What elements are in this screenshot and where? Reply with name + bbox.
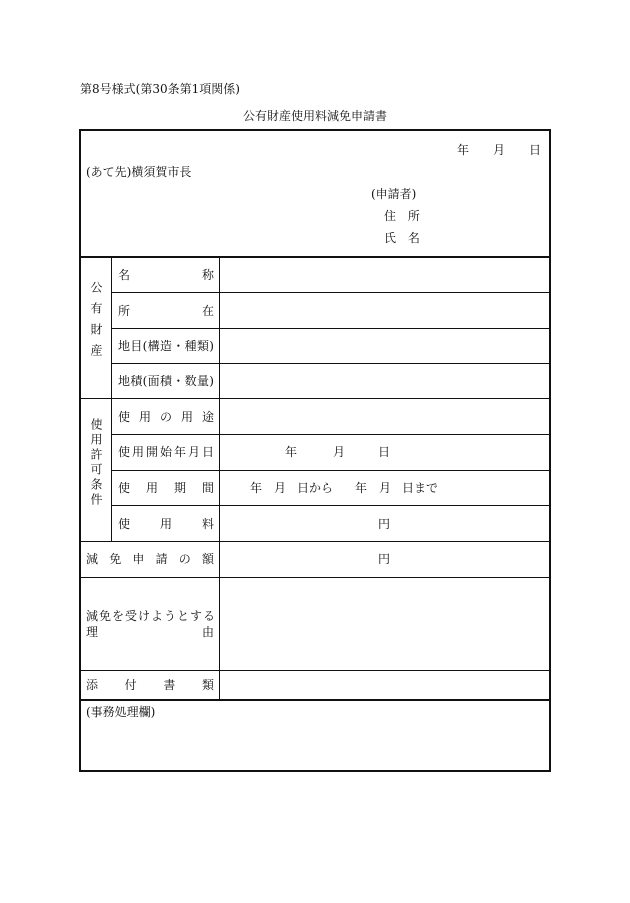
start-date-year: 年 bbox=[285, 445, 298, 459]
period-end-month: 月 bbox=[379, 481, 392, 495]
period-start-month: 月 bbox=[274, 481, 287, 495]
period-start-day: 日から bbox=[297, 481, 334, 495]
usage-period-label: 使用期間 bbox=[118, 481, 214, 495]
date-year-label: 年 bbox=[457, 143, 470, 157]
application-form bbox=[79, 129, 551, 772]
reason-label-right: 由 bbox=[202, 625, 215, 639]
reduction-amount-unit: 円 bbox=[378, 552, 391, 566]
applicant-label: (申請者) bbox=[371, 187, 417, 201]
property-land-type-label: 地目(構造・種類) bbox=[118, 339, 214, 353]
period-start-year: 年 bbox=[250, 481, 263, 495]
property-section-label: 公有財産 bbox=[89, 281, 103, 365]
name-label: 氏 名 bbox=[384, 231, 424, 245]
fee-unit: 円 bbox=[378, 517, 391, 531]
address-label: 住 所 bbox=[384, 209, 424, 223]
usage-purpose-label: 使用の用途 bbox=[118, 410, 214, 424]
attachments-label: 添付書類 bbox=[86, 678, 214, 692]
permit-section-label: 使用許可条件 bbox=[89, 418, 103, 508]
property-area-label: 地積(面積・数量) bbox=[118, 374, 214, 388]
period-end-day: 日まで bbox=[402, 481, 439, 495]
date-day-label: 日 bbox=[529, 143, 542, 157]
form-number: 第8号様式(第30条第1項関係) bbox=[80, 82, 240, 96]
date-month-label: 月 bbox=[493, 143, 506, 157]
reduction-amount-label: 減免申請の額 bbox=[86, 552, 214, 566]
form-title: 公有財産使用料減免申請書 bbox=[242, 109, 387, 123]
property-location-label: 所在 bbox=[118, 304, 214, 318]
office-use-label: (事務処理欄) bbox=[86, 705, 156, 719]
period-end-year: 年 bbox=[355, 481, 368, 495]
property-name-label: 名称 bbox=[118, 268, 214, 282]
addressee: (あて先)横須賀市長 bbox=[86, 165, 192, 179]
reason-label-line1: 減免を受けようとする bbox=[86, 609, 217, 623]
usage-start-date-label: 使用開始年月日 bbox=[118, 445, 214, 459]
usage-fee-label: 使用料 bbox=[118, 517, 214, 531]
start-date-month: 月 bbox=[333, 445, 346, 459]
reason-label-left: 理 bbox=[86, 625, 99, 639]
start-date-day: 日 bbox=[378, 445, 391, 459]
